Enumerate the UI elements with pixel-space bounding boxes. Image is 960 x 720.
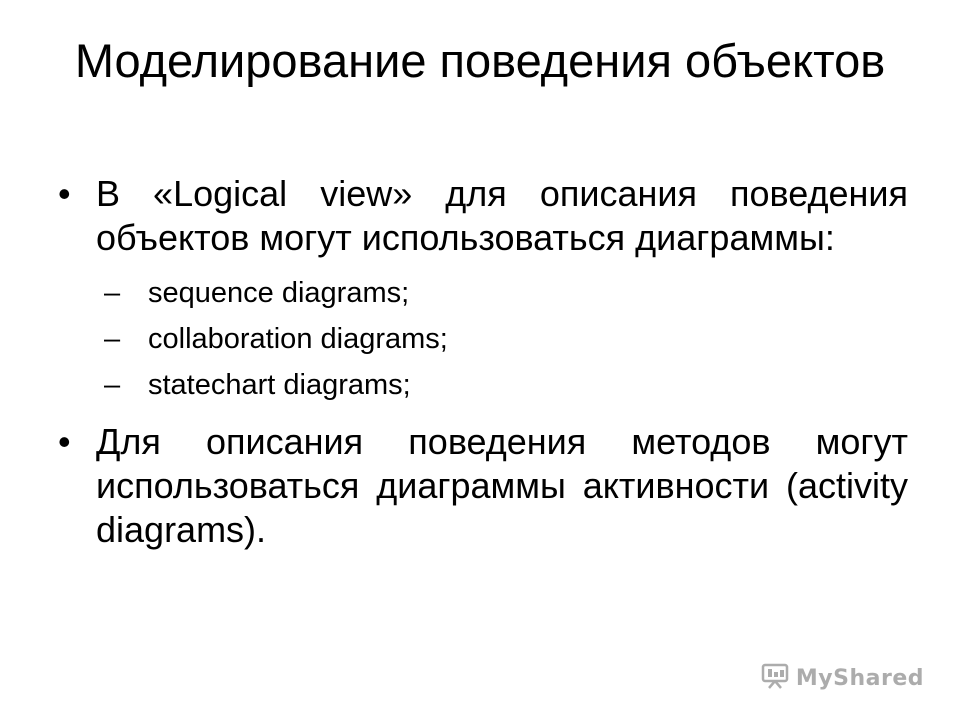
- bullet-text: Для описания поведения методов могут использоваться диаграммы активности (activity diagrams).: [96, 421, 908, 550]
- bullet-item: [58, 420, 908, 552]
- bullet-marker: •: [58, 173, 71, 214]
- dash-marker: –: [104, 323, 121, 355]
- slide-body: [58, 172, 908, 552]
- sub-bullet-text: sequence diagrams;: [148, 277, 410, 309]
- presentation-board-icon: [760, 663, 790, 694]
- sub-bullet-list: [58, 270, 908, 408]
- sub-bullet-item: [58, 316, 908, 362]
- slide-title: Моделирование поведения объектов: [74, 34, 886, 87]
- sub-bullet-item: [58, 270, 908, 316]
- sub-bullet-item: [58, 362, 908, 408]
- bullet-text: В «Logical view» для описания поведения объектов могут использоваться диаграммы:: [96, 173, 908, 258]
- bullet-item: [58, 172, 908, 260]
- bullet-marker: •: [58, 421, 71, 462]
- watermark-text: MyShared: [795, 666, 924, 691]
- sub-bullet-text: statechart diagrams;: [148, 369, 411, 401]
- dash-marker: –: [104, 369, 121, 401]
- watermark[interactable]: [760, 663, 924, 694]
- dash-marker: –: [104, 277, 121, 309]
- sub-bullet-text: collaboration diagrams;: [148, 323, 448, 355]
